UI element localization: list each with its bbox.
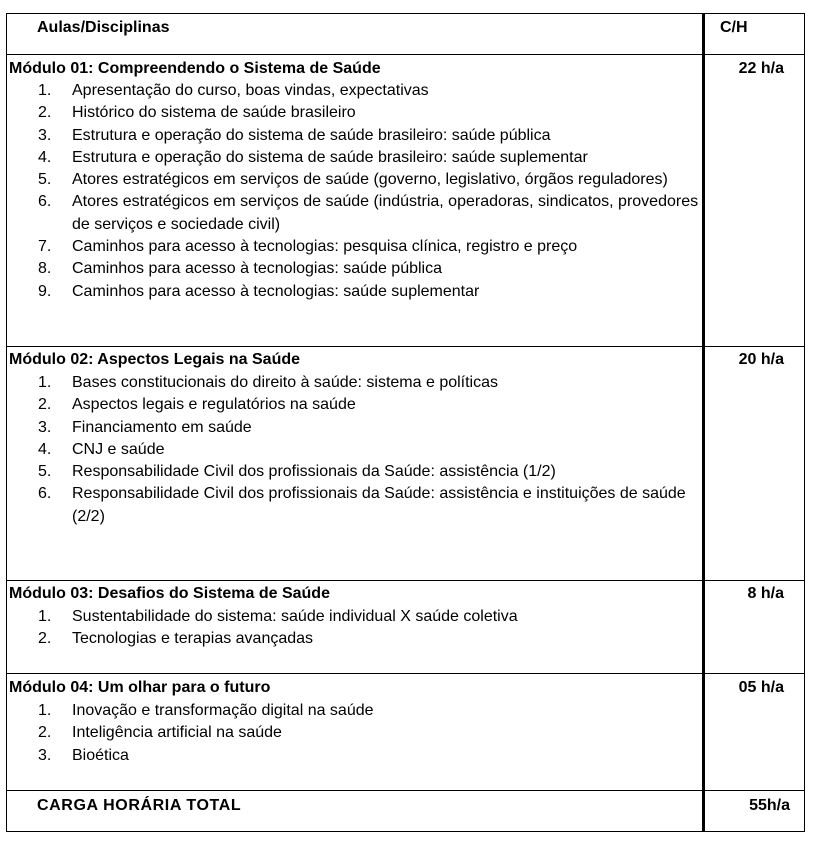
list-item (7, 394, 702, 416)
header-subjects: Aulas/Disciplinas (37, 19, 170, 36)
course-table (6, 13, 805, 832)
list-item (7, 722, 702, 744)
item-number: 5. (38, 463, 52, 481)
list-item (7, 606, 702, 628)
module-item-list (7, 80, 702, 303)
row-divider (7, 673, 804, 674)
column-divider (702, 14, 705, 831)
module-hours: 22 h/a (738, 60, 784, 77)
list-item (7, 191, 702, 236)
total-hours: 55h/a (749, 797, 790, 814)
item-number: 3. (38, 418, 52, 436)
module-item-list (7, 606, 702, 651)
item-number: 4. (38, 440, 52, 458)
header-hours: C/H (720, 19, 748, 36)
item-number: 5. (38, 171, 52, 189)
item-text: Histórico do sistema de saúde brasileiro (72, 104, 356, 122)
item-text: Atores estratégicos em serviços de saúde (indústria, operadoras, sindicatos, provedores de serviços e sociedade civil) (72, 193, 699, 233)
module-hours: 8 h/a (747, 585, 784, 602)
module-item-list (7, 700, 702, 767)
item-text: Financiamento em saúde (72, 418, 252, 436)
list-item (7, 169, 702, 191)
row-divider (7, 346, 804, 347)
item-number: 1. (38, 82, 52, 99)
total-label: CARGA HORÁRIA TOTAL (37, 797, 242, 814)
list-item (7, 102, 702, 124)
list-item (7, 236, 702, 258)
item-number: 2. (38, 724, 52, 742)
list-item (7, 258, 702, 280)
list-item (7, 281, 702, 303)
item-text: Caminhos para acesso à tecnologias: saúde pública (72, 260, 443, 278)
item-number: 2. (38, 104, 52, 122)
item-text: Caminhos para acesso à tecnologias: pesquisa clínica, registro e preço (72, 238, 578, 256)
list-item (7, 745, 702, 767)
list-item (7, 125, 702, 147)
item-number: 6. (38, 193, 52, 211)
item-number: 4. (38, 148, 52, 166)
row-divider (7, 580, 804, 581)
module-title: Módulo 02: Aspectos Legais na Saúde (9, 351, 301, 368)
module-hours: 05 h/a (738, 679, 784, 696)
list-item (7, 439, 702, 461)
item-number: 6. (38, 485, 52, 503)
item-number: 8. (38, 260, 52, 278)
item-text: Estrutura e operação do sistema de saúde brasileiro: saúde suplementar (72, 148, 588, 166)
list-item (7, 700, 702, 722)
list-item (7, 417, 702, 439)
list-item (7, 80, 702, 102)
module-title: Módulo 03: Desafios do Sistema de Saúde (9, 585, 330, 602)
item-text: CNJ e saúde (72, 440, 165, 458)
item-text: Estrutura e operação do sistema de saúde brasileiro: saúde pública (72, 126, 551, 144)
item-number: 3. (38, 746, 52, 764)
item-text: Sustentabilidade do sistema: saúde individual X saúde coletiva (72, 608, 518, 625)
item-number: 7. (38, 238, 52, 256)
item-text: Bioética (72, 746, 129, 764)
item-number: 1. (38, 374, 52, 391)
item-text: Caminhos para acesso à tecnologias: saúde suplementar (72, 282, 480, 300)
item-number: 9. (38, 282, 52, 300)
item-number: 1. (38, 608, 52, 625)
item-number: 2. (38, 630, 52, 648)
list-item (7, 461, 702, 483)
item-text: Tecnologias e terapias avançadas (72, 630, 314, 648)
item-text: Aspectos legais e regulatórios na saúde (72, 396, 356, 414)
item-number: 1. (38, 702, 52, 719)
module-item-list (7, 372, 702, 528)
item-text: Inteligência artificial na saúde (72, 724, 282, 742)
list-item (7, 147, 702, 169)
module-hours: 20 h/a (738, 351, 784, 368)
item-text: Apresentação do curso, boas vindas, expectativas (72, 82, 429, 99)
item-text: Atores estratégicos em serviços de saúde (governo, legislativo, órgãos reguladores) (72, 171, 668, 189)
list-item (7, 372, 702, 394)
module-title: Módulo 04: Um olhar para o futuro (9, 679, 271, 696)
row-divider (7, 54, 804, 55)
list-item (7, 628, 702, 650)
item-text: Responsabilidade Civil dos profissionais da Saúde: assistência e instituições de saúde (2/2) (72, 485, 686, 525)
item-text: Responsabilidade Civil dos profissionais da Saúde: assistência (1/2) (72, 463, 556, 481)
list-item (7, 483, 702, 528)
row-divider (7, 790, 804, 791)
item-number: 3. (38, 126, 52, 144)
item-number: 2. (38, 396, 52, 414)
module-title: Módulo 01: Compreendendo o Sistema de Saúde (9, 60, 381, 77)
item-text: Inovação e transformação digital na saúde (72, 702, 374, 719)
item-text: Bases constitucionais do direito à saúde: sistema e políticas (72, 374, 499, 391)
